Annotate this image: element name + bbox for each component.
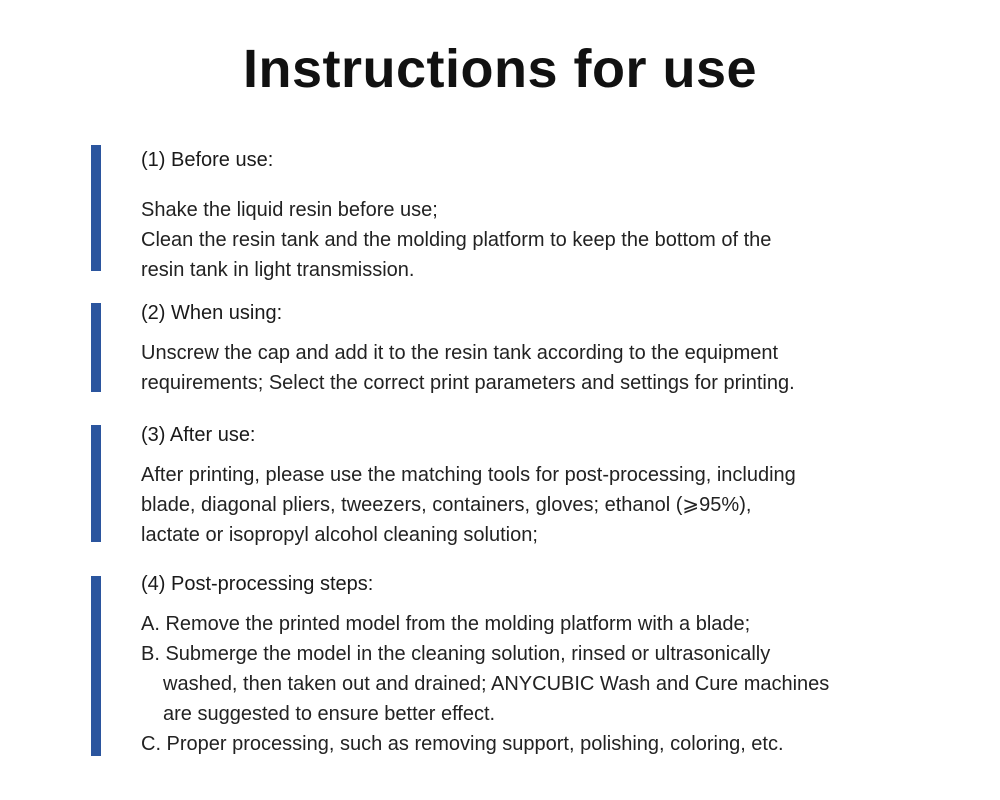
body-line: Unscrew the cap and add it to the resin tank according to the equipment — [141, 342, 779, 364]
body-line: resin tank in light transmission. — [141, 259, 415, 281]
body-line: Clean the resin tank and the molding platform to keep the bottom of the — [141, 229, 772, 251]
step-line: B. Submerge the model in the cleaning solution, rinsed or ultrasonically — [141, 643, 771, 665]
body-line: After printing, please use the matching tools for post-processing, including — [141, 464, 796, 486]
section-when-using — [91, 303, 871, 392]
body-line: Shake the liquid resin before use; — [141, 199, 438, 221]
section-accent-bar — [91, 576, 101, 756]
section-post-processing — [91, 573, 871, 756]
section-accent-bar — [91, 145, 101, 271]
section-heading: (4) Post-processing steps: — [141, 573, 374, 595]
section-content — [141, 298, 871, 398]
page-title: Instructions for use — [242, 39, 758, 99]
body-line: blade, diagonal pliers, tweezers, containers, gloves; ethanol (⩾95%), — [141, 494, 752, 516]
step-line-continuation: washed, then taken out and drained; ANYCUBIC Wash and Cure machines — [163, 673, 830, 695]
body-line: requirements; Select the correct print parameters and settings for printing. — [141, 372, 795, 394]
section-heading: (1) Before use: — [141, 149, 274, 171]
section-heading: (3) After use: — [141, 424, 256, 446]
section-content — [141, 420, 871, 550]
section-accent-bar — [91, 425, 101, 542]
step-line: A. Remove the printed model from the molding platform with a blade; — [141, 613, 751, 635]
section-heading: (2) When using: — [141, 302, 283, 324]
section-content — [141, 145, 871, 285]
step-line: C. Proper processing, such as removing support, polishing, coloring, etc. — [141, 733, 784, 755]
section-before-use — [91, 145, 871, 281]
body-line: lactate or isopropyl alcohol cleaning solution; — [141, 524, 538, 546]
section-accent-bar — [91, 303, 101, 392]
section-content — [141, 569, 871, 759]
step-line-continuation: are suggested to ensure better effect. — [163, 703, 496, 725]
section-after-use — [91, 424, 871, 546]
